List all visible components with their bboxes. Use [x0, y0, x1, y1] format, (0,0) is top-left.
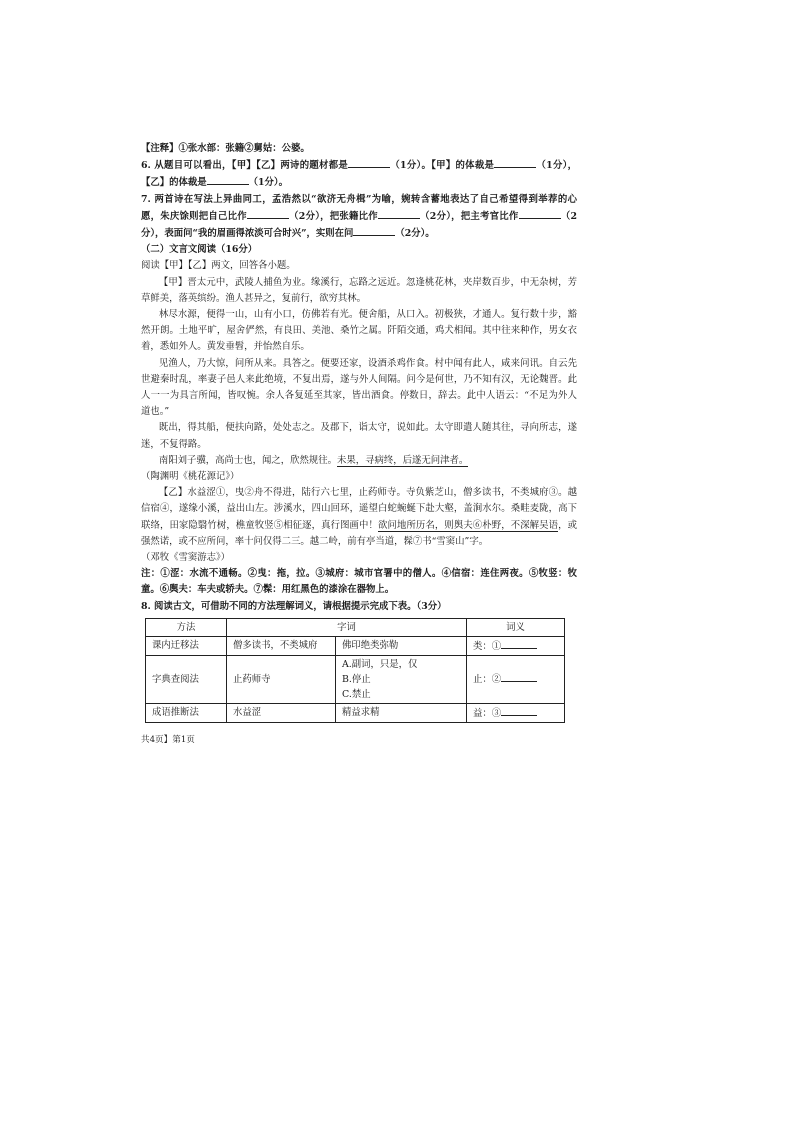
underlined-sentence: 未果，寻病终，后遂无问津者。 [337, 454, 469, 466]
table-row [146, 655, 565, 703]
passage-yi: 【乙】水益涩①，曳②舟不得进，陆行六七里，止药师寺。寺负紫芝山，僧多读书，不类城府③。越信宿④，遂缘小溪，益出山左。涉溪水，四山回环，遥望白蛇蜿蜒下赴大壑，盖涧水尔。桑畦麦陇，高下联络，田家隐翳竹树，樵童牧竖⑤相征逐，真行图画中！欲问地所历名，则舆夫⑥朴野，不深解吴语，或强然诺，或不应所问，率十问仅得二三。越二岭，前有亭当道，髹⑦书“雪窦山”字。 [141, 487, 577, 547]
table-header: 词义 [467, 618, 565, 636]
passage-jia-p1: 【甲】晋太元中，武陵人捕鱼为业。缘溪行，忘路之远近。忽逢桃花林，夹岸数百步，中无杂树，芳草鲜美，落英缤纷。渔人甚异之，复前行，欲穷其林。 [141, 276, 577, 304]
answer-blank[interactable] [519, 208, 561, 219]
table-header: 方法 [146, 618, 227, 636]
table-header-row [146, 618, 565, 636]
passage-jia-p3: 见渔人，乃大惊，问所从来。具答之。便要还家，设酒杀鸡作食。村中闻有此人，咸来问讯。自云先世避秦时乱，率妻子邑人来此绝境，不复出焉，遂与外人间隔。问今是何世，乃不知有汉，无论魏晋。此人一一为具言所闻，皆叹惋。余人各复延至其家，皆出酒食。停数日，辞去。此中人语云：“不足为外人道也。” [141, 357, 577, 418]
meaning-cell: 止：② [467, 655, 565, 703]
page-content [141, 141, 577, 723]
word-cell: 僧多读书，不类城府 [227, 636, 336, 655]
reading-intro: 阅读【甲】【乙】两文，回答各小题。 [141, 260, 296, 272]
word-cell: 止药师寺 [227, 655, 336, 703]
question-8: 8. 阅读古文，可借助不同的方法理解词义，请根据提示完成下表。（3分） [141, 600, 447, 612]
method-cell: 成语推断法 [146, 703, 227, 722]
method-cell: 字典查阅法 [146, 655, 227, 703]
page-footer: 共4页】第1页 [141, 735, 195, 745]
reference-cell: 精益求精 [336, 703, 467, 722]
section-heading: （二）文言文阅读（16分） [141, 244, 258, 256]
answer-blank[interactable] [501, 705, 537, 716]
meaning-cell: 类：① [467, 636, 565, 655]
answer-blank[interactable] [378, 208, 420, 219]
underlined-sentence: 欲问地所历名，则舆夫⑥朴野，不深解吴语 [378, 519, 559, 531]
note-line: 【注释】①张水部：张籍②舅姑：公婆。 [141, 143, 310, 154]
answer-blank[interactable] [353, 225, 395, 236]
table-row [146, 636, 565, 655]
answer-blank[interactable] [501, 671, 537, 682]
method-cell: 课内迁移法 [146, 636, 227, 655]
answer-blank[interactable] [247, 208, 289, 219]
passage-jia-p4: 既出，得其船，便扶向路，处处志之。及郡下，诣太守，说如此。太守即遣人随其往，寻向所志，遂迷，不复得路。 [141, 422, 577, 450]
answer-blank[interactable] [348, 157, 390, 168]
reference-cell: 佛印绝类弥勒 [336, 636, 467, 655]
source-yi: （邓牧《雪窦游志》） [141, 552, 231, 564]
reference-cell: A.副词，只是，仅 B.停止 C.禁止 [336, 655, 467, 703]
answer-blank[interactable] [501, 638, 537, 649]
word-cell: 水益涩 [227, 703, 336, 722]
table-header: 字词 [227, 618, 467, 636]
annotation-notes: 注：①涩：水流不通畅。②曳：拖，拉。③城府：城市官署中的僧人。④信宿：连住两夜。⑤牧竖：牧童。⑥舆夫：车夫或轿夫。⑦髹：用红黑色的漆涂在器物上。 [141, 568, 577, 596]
table-row [146, 703, 565, 722]
passage-jia-p2: 林尽水源，便得一山，山有小口，仿佛若有光。便舍船，从口入。初极狭，才通人。复行数十步，豁然开朗。土地平旷，屋舍俨然，有良田、美池、桑竹之属。阡陌交通，鸡犬相闻。其中往来种作，男女衣着，悉如外人。黄发垂髫，并怡然自乐。 [141, 309, 577, 353]
source-jia: （陶渊明《桃花源记》） [141, 471, 240, 483]
question-7: 7. 两首诗在写法上异曲同工，孟浩然以“欲济无舟楫”为喻，婉转含蓄地表达了自己希望得到举荐的心愿，朱庆馀则把自己比作 （2分），把张籍比作 （2分），把主考官比作 （2分），表面问“我的眉画得浓淡可合时兴”，实则在问 （2分）。 [141, 193, 577, 240]
answer-blank[interactable] [494, 157, 536, 168]
vocab-table [145, 618, 565, 723]
question-6: 6. 从题目可以看出，【甲】【乙】两诗的题材都是 （1分）。【甲】的体裁是 （1分），【乙】的体裁是 （1分）。 [141, 157, 577, 191]
passage-jia-p5: 南阳刘子骥，高尚士也，闻之，欣然规往。未果，寻病终，后遂无问津者。 [158, 454, 469, 466]
meaning-cell: 益：③ [467, 703, 565, 722]
answer-blank[interactable] [207, 174, 249, 185]
